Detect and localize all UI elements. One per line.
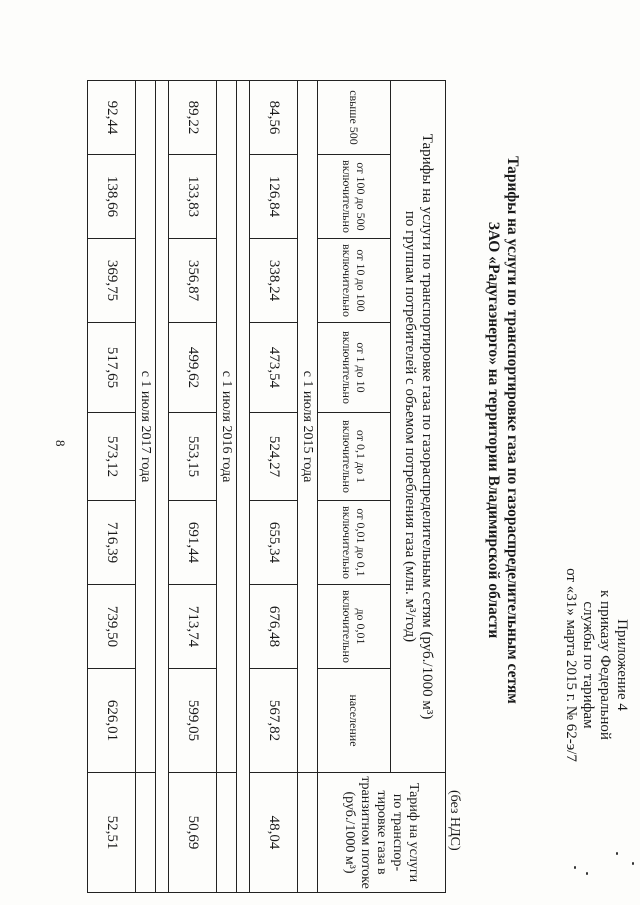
scan-speck [616, 852, 618, 855]
tariff-cell: 338,24 [250, 239, 298, 323]
group-header: от 1 до 10 включительно [318, 323, 391, 413]
tariff-cell: 499,62 [169, 323, 217, 413]
tariff-cell: 356,87 [169, 239, 217, 323]
group-header: свыше 500 [318, 81, 391, 155]
document-title [484, 60, 522, 800]
tariff-cell: 713,74 [169, 585, 217, 669]
scan-speck [632, 862, 634, 865]
group-header: от 10 до 100 включительно [318, 239, 391, 323]
appendix-header [562, 540, 630, 790]
tariff-table [87, 80, 446, 893]
group-header: население [318, 669, 391, 773]
table-row [88, 81, 136, 893]
transit-tariff-cell: 52,51 [88, 773, 136, 893]
transit-tariff-cell: 48,04 [250, 773, 298, 893]
group-header: от 100 до 500 включительно [318, 155, 391, 239]
group-header: от 0,01 до 0,1 включительно [318, 501, 391, 585]
tariff-cell: 691,44 [169, 501, 217, 585]
tariff-cell: 473,54 [250, 323, 298, 413]
main-header-line: Тарифы на услуги по транспортировке газа по газораспределительным сетям (руб./1000 м³) [419, 133, 435, 720]
main-header-line: по группам потребителей с объемом потребления газа (млн. м³/год) [402, 210, 418, 643]
period-label: с 1 июля 2016 года [217, 81, 237, 773]
tariff-cell: 553,15 [169, 413, 217, 501]
row-spacer [156, 81, 169, 893]
period-label: с 1 июля 2015 года [298, 81, 318, 773]
empty-cell [217, 773, 237, 893]
table-row [169, 81, 217, 893]
tariff-cell: 92,44 [88, 81, 136, 155]
appendix-line: к приказу Федеральной [597, 590, 613, 740]
appendix-line: от «31» марта 2015 г. № 62-э/7 [563, 568, 579, 762]
tariff-cell: 567,82 [250, 669, 298, 773]
tariff-cell: 84,56 [250, 81, 298, 155]
vat-note: (без НДС) [447, 790, 462, 851]
tariff-cell: 655,34 [250, 501, 298, 585]
page-number: 8 [53, 440, 68, 447]
tariff-cell: 626,01 [88, 669, 136, 773]
tariff-cell: 524,27 [250, 413, 298, 501]
tariff-cell: 133,83 [169, 155, 217, 239]
tariff-cell: 573,12 [88, 413, 136, 501]
appendix-line: Приложение 4 [614, 619, 630, 711]
tariff-cell: 716,39 [88, 501, 136, 585]
transit-header: Тариф на услуги по транспор-тировке газа в транзитном потоке (руб./1000 м³) [318, 773, 446, 893]
appendix-line: службы по тарифам [580, 601, 596, 729]
tariff-cell: 599,05 [169, 669, 217, 773]
title-line: ЗАО «Радугаэнерго» на территории Владимирской области [485, 221, 502, 639]
tariff-cell: 369,75 [88, 239, 136, 323]
tariff-cell: 89,22 [169, 81, 217, 155]
period-label: с 1 июля 2017 года [136, 81, 156, 773]
group-header: до 0,01 включительно [318, 585, 391, 669]
tariff-cell: 138,66 [88, 155, 136, 239]
table-row [250, 81, 298, 893]
group-header: от 0,1 до 1 включительно [318, 413, 391, 501]
scan-speck [586, 872, 588, 875]
tariff-cell: 739,50 [88, 585, 136, 669]
title-line: Тарифы на услуги по транспортировке газа по газораспределительным сетям [504, 156, 521, 704]
empty-cell [298, 773, 318, 893]
scan-speck [574, 866, 576, 869]
empty-cell [136, 773, 156, 893]
transit-tariff-cell: 50,69 [169, 773, 217, 893]
row-spacer [237, 81, 250, 893]
main-header [391, 81, 446, 773]
tariff-cell: 676,48 [250, 585, 298, 669]
tariff-cell: 126,84 [250, 155, 298, 239]
tariff-cell: 517,65 [88, 323, 136, 413]
